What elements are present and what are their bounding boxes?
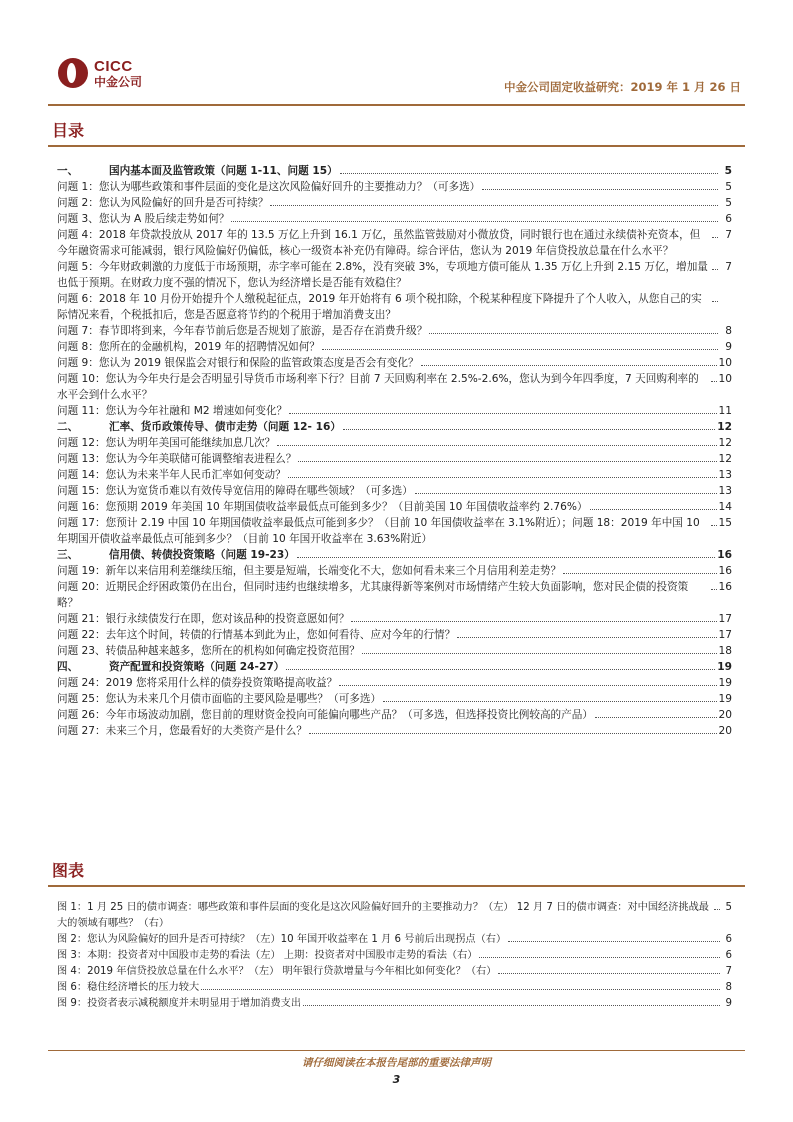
entry-page-number: 14 [718,501,732,513]
entry-page-number: 13 [718,469,732,481]
entry-page-number: 16 [718,581,732,593]
entry-page-number: 16 [718,565,732,577]
dot-leader [362,653,717,654]
entry-title: 问题 11：您认为今年社融和 M2 增速如何变化？ [57,405,288,417]
entry-title: 问题 20：近期民企纾困政策仍在出台，但同时违约也继续增多，尤其康得新等案例对市场情绪产生较大负面影响，您对民企债的投资策略？ [57,581,689,609]
page-header [48,52,745,100]
legal-disclaimer-link[interactable]: 请仔细阅读在本报告尾部的重要法律声明 [302,1057,491,1069]
entry-title: 问题 23、转债品种越来越多，您所在的机构如何确定投资范围？ [57,645,360,657]
entry-page-number: 12 [717,421,732,433]
toc-question-entry[interactable] [57,355,732,371]
toc-section-number: 二、 [57,421,79,433]
dot-leader [590,509,717,510]
figure-list-entry[interactable] [57,948,732,964]
entry-title: 问题 21：银行永续债发行在即，您对该品种的投资意愿如何？ [57,613,350,625]
toc-section-number: 三、 [57,549,79,561]
toc-question-entry[interactable] [57,227,732,259]
entry-page-number: 18 [718,645,732,657]
toc-section-number: 一、 [57,165,79,177]
dot-leader [479,957,720,958]
figures-heading: 图表 [52,861,85,880]
entry-page-number: 16 [717,549,732,561]
dot-leader [712,301,718,302]
entry-title: 问题 5：今年财政刺激的力度低于市场预期，赤字率可能在 2.8%，没有突破 3%，专项地方债可能从 1.35 万亿上升到 2.15 万亿，增加量也低于预期。在财政力度不强的情况下，您认为经济增长是否能有效稳住？ [57,261,708,289]
dot-leader [231,221,718,222]
entry-page-number: 6 [725,934,732,945]
toc-question-entry[interactable] [57,643,732,659]
entry-title: 图 6：稳住经济增长的压力较大 [57,982,200,993]
dot-leader [201,989,720,990]
toc-question-entry[interactable] [57,563,732,579]
dot-leader [714,909,720,910]
dot-leader [297,557,715,558]
toc-question-entry[interactable] [57,707,732,723]
toc-question-entry[interactable] [57,675,732,691]
dot-leader [508,941,720,942]
entry-title: 问题 15：您认为宽货币难以有效传导宽信用的障碍在哪些领域？（可多选） [57,485,413,497]
table-of-contents [57,163,732,739]
entry-title: 信用债、转债投资策略（问题 19-23） [109,549,295,561]
entry-title: 问题 12：您认为明年美国可能继续加息几次？ [57,437,276,449]
entry-page-number: 15 [718,517,732,529]
entry-title: 问题 16：您预期 2019 年美国 10 年期国债收益率最低点可能到多少？（目前美国 10 年国债收益率约 2.76%） [57,501,588,513]
toc-question-entry[interactable] [57,179,732,195]
entry-title: 问题 3、您认为 A 股后续走势如何？ [57,213,230,225]
entry-title: 图 3：本期：投资者对中国股市走势的看法（左） 上期：投资者对中国股市走势的看法（右） [57,950,478,961]
entry-page-number: 5 [725,902,732,913]
entry-page-number: 6 [725,213,732,225]
entry-page-number: 8 [725,982,732,993]
list-of-figures [57,900,732,1012]
entry-title: 问题 9：您认为 2019 银保监会对银行和保险的监管政策态度是否会有变化？ [57,357,419,369]
toc-question-entry[interactable] [57,723,732,739]
entry-title: 问题 6：2018 年 10 月份开始提升个人缴税起征点，2019 年开始将有 6 项个税扣除，个税某种程度下降提升了个人收入，从您自己的实际情况来看，个税抵扣后，您是否愿意将节约的个税用于增加消费支出？ [57,293,702,321]
entry-title: 问题 24：2019 您将采用什么样的债券投资策略提高收益？ [57,677,338,689]
entry-title: 问题 22：去年这个时间，转债的行情基本到此为止，您如何看待、应对今年的行情？ [57,629,456,641]
toc-question-entry[interactable] [57,323,732,339]
toc-question-entry[interactable] [57,483,732,499]
toc-question-entry[interactable] [57,627,732,643]
header-divider [48,104,745,106]
entry-page-number: 11 [718,405,732,417]
entry-title: 问题 26：今年市场波动加剧，您目前的理财资金投向可能偏向哪些产品？（可多选，但选择投资比例较高的产品） [57,709,593,721]
toc-question-entry[interactable] [57,451,732,467]
entry-title: 问题 14：您认为未来半年人民币汇率如何变动？ [57,469,286,481]
entry-page-number: 7 [725,261,732,273]
entry-page-number: 19 [718,677,732,689]
entry-title: 问题 19：新年以来信用利差继续压缩，但主要是短端，长端变化不大，您如何看未来三个月信用利差走势？ [57,565,562,577]
dot-leader [286,669,715,670]
dot-leader [429,333,718,334]
entry-page-number: 5 [725,197,732,209]
entry-page-number: 13 [718,485,732,497]
toc-question-entry[interactable] [57,499,732,515]
dot-leader [277,445,716,446]
entry-title: 资产配置和投资策略（问题 24-27） [109,661,285,673]
logo-cn-text: 中金公司 [94,74,143,89]
logo-en-text: CICC [94,57,133,75]
dot-leader [563,573,716,574]
entry-page-number: 17 [718,629,732,641]
entry-page-number: 9 [725,341,732,353]
entry-page-number: 7 [725,966,732,977]
cicc-logo [58,58,142,88]
dot-leader [415,493,717,494]
entry-title: 问题 1：您认为哪些政策和事件层面的变化是这次风险偏好回升的主要推动力？（可多选） [57,181,481,193]
toc-heading-divider [48,145,745,147]
toc-heading: 目录 [52,121,85,140]
dot-leader [421,365,717,366]
dot-leader [712,269,718,270]
entry-page-number: 20 [718,725,732,737]
entry-page-number: 19 [718,693,732,705]
toc-question-entry[interactable] [57,691,732,707]
entry-page-number: 12 [718,437,732,449]
toc-question-entry[interactable] [57,211,732,227]
entry-title: 问题 25：您认为未来几个月债市面临的主要风险是哪些？（可多选） [57,693,382,705]
toc-question-entry[interactable] [57,435,732,451]
entry-page-number: 8 [725,325,732,337]
toc-section-entry[interactable] [57,419,732,435]
dot-leader [303,1005,720,1006]
dot-leader [309,733,717,734]
toc-question-entry[interactable] [57,371,732,403]
report-title: 中金公司固定收益研究：2019 年 1 月 26 日 [503,80,741,94]
dot-leader [340,173,718,174]
figure-list-entry[interactable] [57,964,732,980]
toc-question-entry[interactable] [57,579,732,611]
figure-list-entry[interactable] [57,980,732,996]
toc-section-entry[interactable] [57,163,732,179]
dot-leader [343,429,715,430]
dot-leader [289,413,716,414]
dot-leader [498,973,720,974]
toc-section-number: 四、 [57,661,79,673]
entry-title: 图 1：1 月 25 日的债市调查：哪些政策和事件层面的变化是这次风险偏好回升的主要推动力？（左） 12 月 7 日的债市调查：对中国经济挑战最大的领域有哪些？（右） [57,902,709,929]
dot-leader [339,685,716,686]
entry-title: 图 9：投资者表示减税额度并未明显用于增加消费支出 [57,998,302,1009]
page-number: 3 [392,1073,401,1086]
entry-page-number: 10 [718,373,732,385]
toc-question-entry[interactable] [57,195,732,211]
entry-page-number: 12 [718,453,732,465]
toc-question-entry[interactable] [57,291,732,323]
figure-list-entry[interactable] [57,996,732,1012]
dot-leader [711,525,717,526]
entry-title: 问题 27：未来三个月，您最看好的大类资产是什么？ [57,725,307,737]
entry-page-number: 5 [725,181,732,193]
toc-question-entry[interactable] [57,467,732,483]
dot-leader [595,717,717,718]
dot-leader [288,477,717,478]
entry-title: 问题 13：您认为今年美联储可能调整缩表进程么？ [57,453,297,465]
entry-title: 汇率、货币政策传导、债市走势（问题 12- 16） [109,421,341,433]
entry-title: 图 4：2019 年信贷投放总量在什么水平？（左） 明年银行贷款增量与今年相比如何变化？（右） [57,966,497,977]
dot-leader [383,701,716,702]
cicc-logo-icon [58,58,88,88]
entry-title: 问题 4：2018 年贷款投放从 2017 年的 13.5 万亿上升到 16.1 万亿，虽然监管鼓励对小微放贷，同时银行也在通过永续债补充资本，但今年融资需求可能减弱，银行风险偏好仍偏低，核心一级资本补充仍有障碍。综合评估，您认为 2019 年信贷投放总量在什么水平？ [57,229,701,257]
entry-page-number: 7 [725,229,732,241]
dot-leader [457,637,716,638]
entry-page-number: 19 [717,661,732,673]
dot-leader [298,461,716,462]
entry-title: 问题 10：您认为今年央行是会否明显引导货币市场利率下行？目前 7 天回购利率在 2.5%-2.6%，您认为到今年四季度，7 天回购利率的水平会到什么水平？ [57,373,699,401]
entry-title: 问题 7：春节即将到来，今年春节前后您是否规划了旅游，是否存在消费升级？ [57,325,428,337]
footer-divider [48,1050,745,1051]
entry-page-number: 6 [725,950,732,961]
toc-question-entry[interactable] [57,611,732,627]
toc-section-entry[interactable] [57,547,732,563]
toc-question-entry[interactable] [57,259,732,291]
entry-title: 问题 8：您所在的金融机构，2019 年的招聘情况如何？ [57,341,320,353]
toc-section-entry[interactable] [57,659,732,675]
dot-leader [712,237,718,238]
entry-page-number: 20 [718,709,732,721]
entry-page-number: 10 [718,357,732,369]
entry-title: 问题 17：您预计 2.19 中国 10 年期国债收益率最低点可能到多少？（目前 10 年国债收益率在 3.1%附近）；问题 18：2019 年中国 10 年期国开债收益率最低点可能到多少？（目前 10 年国开收益率在 3.63%附近） [57,517,700,545]
entry-page-number: 5 [724,165,732,177]
dot-leader [351,621,716,622]
figures-heading-divider [48,885,745,887]
entry-title: 图 2：您认为风险偏好的回升是否可持续？（左）10 年国开收益率在 1 月 6 号前后出现拐点（右） [57,934,507,945]
entry-title: 国内基本面及监管政策（问题 1-11、问题 15） [109,165,338,177]
toc-question-entry[interactable] [57,403,732,419]
dot-leader [711,589,717,590]
entry-page-number: 17 [718,613,732,625]
dot-leader [711,381,717,382]
toc-question-entry[interactable] [57,515,732,547]
dot-leader [322,349,718,350]
figure-list-entry[interactable] [57,900,732,932]
dot-leader [482,189,718,190]
dot-leader [270,205,718,206]
toc-question-entry[interactable] [57,339,732,355]
entry-title: 问题 2：您认为风险偏好的回升是否可持续？ [57,197,269,209]
figure-list-entry[interactable] [57,932,732,948]
entry-page-number: 9 [725,998,732,1009]
